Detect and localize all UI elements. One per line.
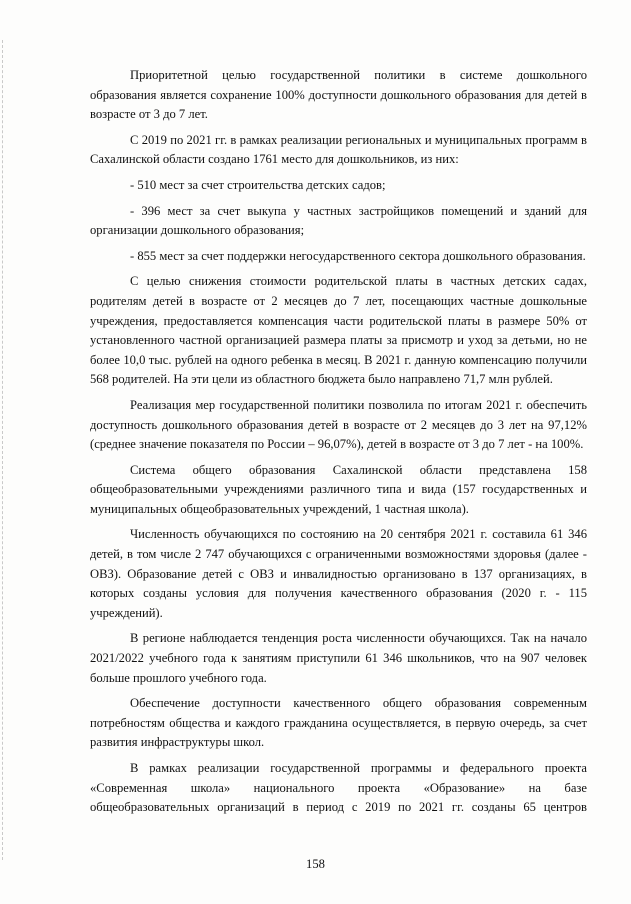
paragraph-general-education: Система общего образования Сахалинской области представлена 158 общеобразовательными учреждениями различного типа и вида (157 государственных и муниципальных общеобразовательных учреждений, 1 частная школа).: [90, 462, 587, 516]
document-body: [90, 66, 587, 824]
paragraph-compensation: С целью снижения стоимости родительской платы в частных детских садах, родителям детей в возрасте от 2 месяцев до 7 лет, посещающих частные дошкольные учреждения, предоставляется компенсация части родительской платы в размере 50% от установленного частной организацией размера платы за присмотр и уход за детьми, но не более 10,0 тыс. рублей на одного ребенка в месяц. В 2021 г. данную компенсацию получили 568 родителей. На эти цели из областного бюджета было направлено 71,7 млн рублей.: [90, 274, 587, 387]
paragraph-preschool-priority: Приоритетной целью государственной политики в системе дошкольного образования является сохранение 100% доступности дошкольного образования для детей в возрасте от 3 до 7 лет.: [90, 68, 587, 122]
paragraph-growth-trend: В регионе наблюдается тенденция роста численности обучающихся. Так на начало 2021/2022 учебного года к занятиям приступили 61 346 школьников, что на 907 человек больше прошлого учебного года.: [90, 631, 587, 685]
list-item-nongovernment: - 855 мест за счет поддержки негосударственного сектора дошкольного образования.: [130, 248, 586, 263]
list-item-buyout: - 396 мест за счет выкупа у частных застройщиков помещений и зданий для организации дошкольного образования;: [90, 203, 587, 238]
paragraph-places-created: С 2019 по 2021 гг. в рамках реализации региональных и муниципальных программ в Сахалинской области создано 1761 место для дошкольников, из них:: [90, 132, 587, 167]
paragraph-accessibility: Реализация мер государственной политики позволила по итогам 2021 г. обеспечить доступность дошкольного образования детей в возрасте от 2 месяцев до 3 лет на 97,12% (среднее значение показателя по России – 96,07%), детей в возрасте от 3 до 7 лет - на 100%.: [90, 397, 587, 452]
page-number: 158: [306, 857, 325, 871]
scan-edge-marks: [2, 40, 6, 860]
paragraph-infrastructure: Обеспечение доступности качественного общего образования современным потребностям общества и каждого гражданина осуществляется, в первую очередь, за счет развития инфраструктуры школ.: [90, 696, 587, 750]
list-item-kindergartens: - 510 мест за счет строительства детских садов;: [130, 177, 386, 192]
paragraph-student-count: Численность обучающихся по состоянию на 20 сентября 2021 г. составила 61 346 детей, в том числе 2 747 обучающихся с ограниченными возможностями здоровья (далее - ОВЗ). Образование детей с ОВЗ и инвалидностью организовано в 137 организациях, в которых созданы условия для получения качественного образования (2020 г. - 115 учреждений).: [90, 527, 587, 620]
paragraph-modern-school: В рамках реализации государственной программы и федерального проекта «Современная школа» национального проекта «Образование» на базе общеобразовательных организаций в период с 2019 по 2021 гг. созданы 65 центров: [90, 761, 587, 815]
